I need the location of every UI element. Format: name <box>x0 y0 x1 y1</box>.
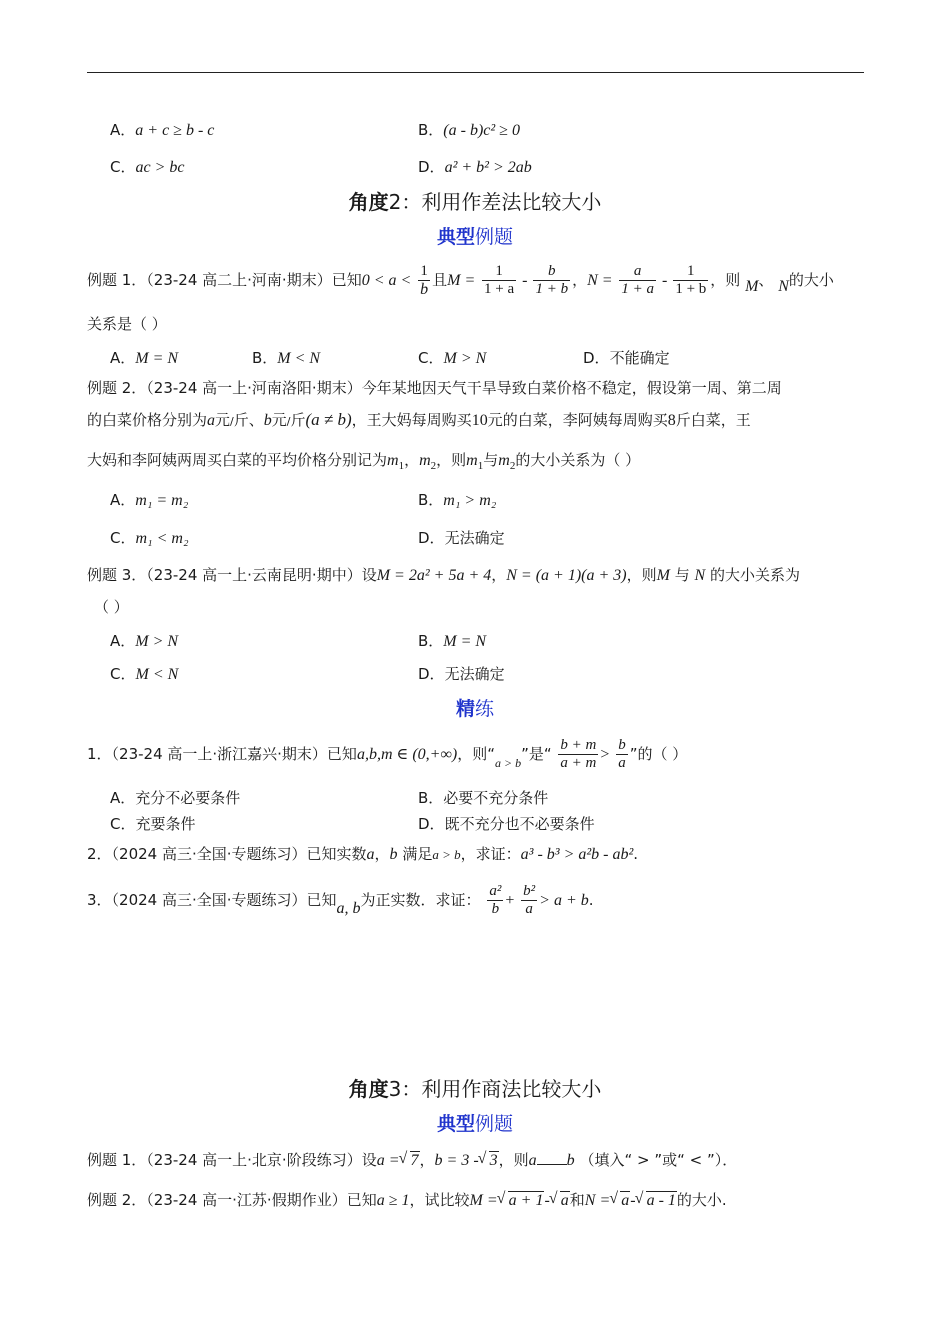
practice-q1-opt-c: C．充要条件 <box>110 815 196 833</box>
s2-q3-line2: （ ） <box>94 598 129 616</box>
s2-q2-opt-d: D．无法确定 <box>418 529 505 547</box>
section3-title: 角度3：利用作商法比较大小 <box>348 1077 602 1101</box>
s2-q2-opt-b: B．m₁ > m₂ <box>418 491 497 509</box>
s2-q1-opt-c: C．M > N <box>418 349 487 367</box>
header-rule <box>87 72 864 73</box>
s2-q1-line1: 例题 1．（23-24 高二上·河南·期末）已知0 < a < $\frac{1}{b}$ 且M = $\frac{1}{1 + a}$ - $\frac{b}{1 + b}$ ，N = $\frac{a}{1 + a}$ - $\frac{1}{1 + b}$ ，则 M、 N的大小 <box>87 263 834 298</box>
section2-typical-heading: 典型例题 <box>436 226 514 248</box>
s3-q2: 例题 2．（23-24 高一·江苏·假期作业）已知a ≥ 1，试比较M =√ a + 1-√ a和N =√ a-√ a - 1的大小. <box>87 1190 727 1211</box>
s3-q1: 例题 1．（23-24 高一上·北京·阶段练习）设a =√ 7，b = 3 -√ 3，则a b （填入“ > ”或“ < ”）． <box>87 1150 737 1171</box>
s2-q1-opt-b: B．M < N <box>252 349 321 367</box>
frac-a2-b: $\frac{\text{a²}}{b}$ <box>489 883 502 917</box>
frac-b2-a: $\frac{\text{b²}}{a}$ <box>523 883 536 917</box>
s2-q2-opt-a: A．m₁ = m₂ <box>110 491 189 509</box>
practice-q1-opt-a: A．充分不必要条件 <box>110 789 241 807</box>
section3-typical-heading: 典型例题 <box>436 1113 514 1135</box>
practice-q1-opt-b: B．必要不充分条件 <box>418 789 549 807</box>
option-a: A．a + c ≥ b - c <box>110 121 215 139</box>
s2-q2-line1: 例题 2．（23-24 高一上·河南洛阳·期末）今年某地因天气干旱导致白菜价格不稳定，假设第一周、第二周 <box>87 379 782 397</box>
s2-q2-line2: 的白菜价格分别为a元/斤、b元/斤(a ≠ b)，王大妈每周购买10元的白菜，李阿姨每周购买8斤白菜，王 <box>87 410 751 429</box>
practice-q1-line1: 1．（23-24 高一上·浙江嘉兴·期末）已知a,b,m ∈ (0,+∞)，则“$_{a > b}$”是“ $\frac{b + m}{a + m}$ > $\frac{b}{a}$ ”的（ ） <box>87 737 688 771</box>
s2-q1-line2: 关系是（ ） <box>87 315 167 333</box>
frac-f2: $\frac{b}{1 + b}$ <box>535 263 569 297</box>
practice-q2: 2．（2024 高三·全国·专题练习）已知实数a，b 满足a > b，求证：a³ - b³ > a²b - ab². <box>87 845 639 863</box>
option-d: D．a² + b² > 2ab <box>418 158 532 176</box>
s2-q3-line1: 例题 3．（23-24 高一上·云南昆明·期中）设M = 2a² + 5a + 4，N = (a + 1)(a + 3)，则M 与 N 的大小关系为 <box>87 566 801 584</box>
option-b: B．(a - b)c² ≥ 0 <box>418 121 520 139</box>
frac-1-over-b: $\frac{1}{b}$ <box>420 263 429 298</box>
s2-q3-opt-a: A．M > N <box>110 632 179 650</box>
s2-q3-opt-b: B．M = N <box>418 632 487 650</box>
frac-b-a: $\frac{b}{a}$ <box>618 737 626 771</box>
answer-blank <box>537 1150 567 1165</box>
s2-q2-opt-c: C．m₁ < m₂ <box>110 529 189 547</box>
s2-q1-opt-a: A．M = N <box>110 349 179 367</box>
practice-q1-opt-d: D．既不充分也不必要条件 <box>418 815 595 833</box>
s2-q1-opt-d: D．不能确定 <box>583 349 670 367</box>
frac-f1: $\frac{1}{1 + a}$ <box>484 263 515 297</box>
option-c: C．ac > bc <box>110 158 185 176</box>
section2-title: 角度2：利用作差法比较大小 <box>348 190 602 214</box>
practice-q3: 3．（2024 高三·全国·专题练习）已知a, b为正实数．求证： $\frac{\text{a²}}{b}$ + $\frac{\text{b²}}{a}$ > a + b. <box>87 883 594 917</box>
s2-q3-opt-d: D．无法确定 <box>418 665 505 683</box>
frac-f4: $\frac{1}{1 + b}$ <box>675 263 707 297</box>
frac-f3: $\frac{a}{1 + a}$ <box>621 263 654 297</box>
s2-q2-line3: 大妈和李阿姨两周买白菜的平均价格分别记为$m_1$，$m_2$，则$m_1$与$m_2$的大小关系为（ ） <box>87 451 641 472</box>
practice-heading: 精练 <box>455 698 495 720</box>
s2-q3-opt-c: C．M < N <box>110 665 179 683</box>
frac-bm-am: $\frac{b + m}{a + m}$ <box>560 737 597 771</box>
